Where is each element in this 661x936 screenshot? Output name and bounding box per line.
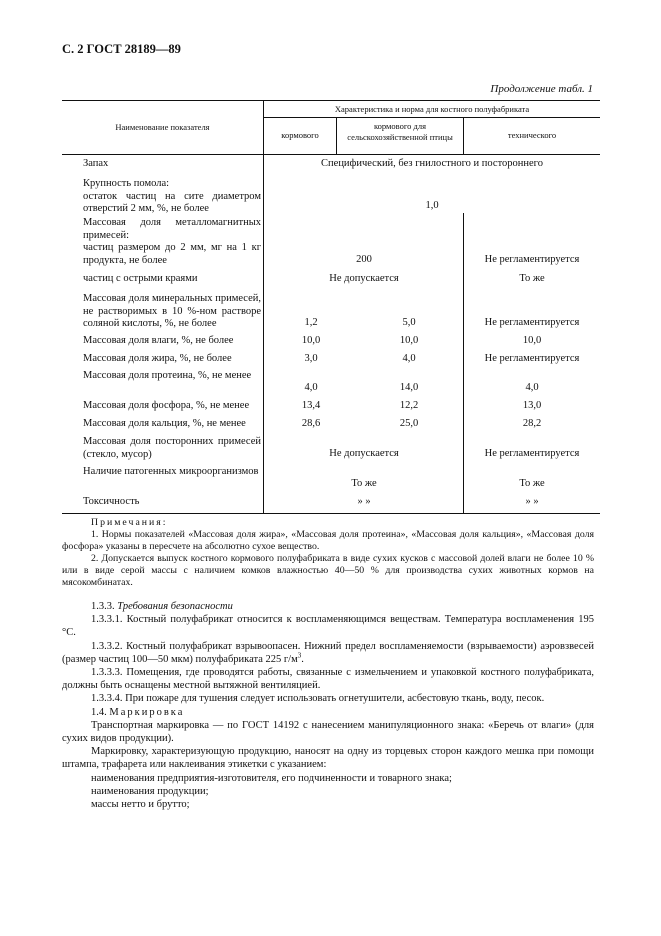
row-value-metal: 200	[356, 254, 372, 265]
row-v1-moisture: 10,0	[301, 335, 321, 346]
sub-header-poultry: кормового для сельскохозяйственной птицы	[347, 121, 453, 142]
row-name-protein: Массовая доля протеина, %, не менее	[83, 370, 252, 381]
row-value-smell: Специфический, без гнилостного и постороннего	[321, 158, 543, 169]
row-name-foreign: Массовая доля посторонних примесей (стекло, мусор)	[83, 436, 261, 460]
row-v2-calcium: 25,0	[399, 418, 419, 429]
row-name-grind-text: Крупность помола: остаток частиц на сите диаметром отверстий 2 мм, %, не более	[83, 178, 261, 214]
list-item-mass: массы нетто и брутто;	[91, 799, 190, 811]
row-tech-toxicity: » »	[525, 496, 539, 507]
para-1334: 1.3.3.4. При пожаре для тушения следует использовать огнетушители, асбестовую ткань, воду, песок.	[91, 693, 545, 705]
table-continuation-label: Продолжение табл. 1	[490, 83, 593, 95]
section-14-number: 1.4.	[91, 706, 107, 718]
row-v2-protein: 14,0	[399, 382, 419, 393]
row-tech-sharp: То же	[519, 273, 545, 284]
row-v2-fat: 4,0	[402, 353, 416, 364]
row-name-metal-text: Массовая доля металломагнитных примесей: частиц размером до 2 мм, мг на 1 кг продукта, не более	[83, 217, 261, 266]
row-tech-moisture: 10,0	[522, 335, 542, 346]
list-item-product-name: наименования продукции;	[91, 785, 209, 797]
row-name-phosphorus: Массовая доля фосфора, %, не менее	[83, 400, 250, 411]
table-col-divider	[263, 100, 264, 513]
row-tech-phosphorus: 13,0	[522, 400, 542, 411]
table-header-rule	[62, 154, 600, 155]
row-name-fat: Массовая доля жира, %, не более	[83, 353, 232, 364]
row-v2-phosphorus: 12,2	[399, 400, 419, 411]
page-header: С. 2 ГОСТ 28189—89	[62, 42, 181, 56]
row-tech-calcium: 28,2	[522, 418, 542, 429]
para-1331: 1.3.3.1. Костный полуфабрикат относится к воспламеняющимся веществам. Температура воспламенения 195 °С.	[62, 614, 594, 639]
row-tech-pathogens: То же	[519, 478, 545, 489]
row-tech-foreign: Не регламентируется	[484, 448, 580, 459]
row-tech-mineral: Не регламентируется	[484, 317, 580, 328]
notes-title: Примечания:	[91, 517, 168, 528]
sub-header-technical: технического	[507, 130, 557, 140]
row-name-metal	[83, 217, 261, 267]
table-group-rule	[263, 117, 600, 118]
para-1333: 1.3.3.3. Помещения, где проводятся работы, связанные с измельчением и упаковкой костного полуфабриката, должны быть оснащены местной вытяжной вентиляцией.	[62, 667, 594, 692]
row-v1-calcium: 28,6	[301, 418, 321, 429]
row-name-sharp: частиц с острыми краями	[83, 273, 198, 284]
row-tech-protein: 4,0	[525, 382, 539, 393]
row-name-toxicity: Токсичность	[83, 496, 140, 507]
body-text	[62, 600, 594, 811]
row-name-smell: Запах	[83, 158, 109, 169]
para-1332-sup: 3	[297, 651, 302, 660]
para-1332-text: 1.3.3.2. Костный полуфабрикат взрывоопасен. Нижний предел воспламеняемости (взрываемости) аэровзвесей (размер частиц 100—50 мкм) полуфабриката 225 г/м	[62, 640, 594, 665]
row-name-calcium: Массовая доля кальция, %, не менее	[83, 418, 246, 429]
note-1: 1. Нормы показателей «Массовая доля жира», «Массовая доля протеина», «Массовая доля кальция», «Массовая доля фосфора» указаны в пересчете на абсолютно сухое вещество.	[62, 529, 594, 552]
row-v1-fat: 3,0	[304, 353, 318, 364]
table-top-rule	[62, 100, 600, 101]
row-v2-moisture: 10,0	[399, 335, 419, 346]
list-item-manufacturer: наименования предприятия-изготовителя, его подчиненности и товарного знака;	[91, 772, 452, 784]
row-value-pathogens: То же	[351, 478, 377, 489]
row-v1-protein: 4,0	[304, 382, 318, 393]
row-name-mineral: Массовая доля минеральных примесей, не растворимых в 10 %-ном растворе соляной кислоты, %, не более	[83, 293, 261, 329]
row-name-moisture: Массовая доля влаги, %, не более	[83, 335, 234, 346]
section-1333-title: Требования безопасности	[117, 601, 233, 612]
row-value-toxicity: » »	[357, 496, 371, 507]
para-1332-end: .	[301, 653, 304, 665]
notes-block	[62, 517, 594, 589]
row-tech-metal: Не регламентируется	[484, 254, 580, 265]
row-tech-fat: Не регламентируется	[484, 353, 580, 364]
sub-header-feed: кормового	[281, 130, 319, 140]
para-product-marking: Маркировку, характеризующую продукцию, наносят на одну из торцевых сторон каждого мешка при помощи штампа, трафарета или наклеивания этикетки с указанием:	[62, 746, 594, 771]
row-v2-mineral: 5,0	[402, 317, 416, 328]
row-v1-phosphorus: 13,4	[301, 400, 321, 411]
row-value-grind: 1,0	[425, 200, 439, 211]
table-bottom-rule	[62, 513, 600, 514]
para-transport-marking: Транспортная маркировка — по ГОСТ 14192 с нанесением манипуляционного знака: «Беречь от влаги» (для сухих видов продукции).	[62, 719, 594, 745]
col-name-header: Наименование показателя	[115, 122, 210, 132]
section-14-title: Маркировка	[109, 706, 185, 718]
row-value-foreign: Не допускается	[329, 448, 399, 459]
group-header: Характеристика и норма для костного полуфабриката	[334, 104, 530, 114]
row-v1-mineral: 1,2	[304, 317, 318, 328]
row-name-pathogens: Наличие патогенных микроорганизмов	[83, 466, 259, 477]
row-name-grind	[83, 178, 261, 216]
note-2: 2. Допускается выпуск костного кормового полуфабриката в виде сухих кусков с массовой долей влаги не более 10 % или в виде серой массы с наличием комков влажностью 40—50 % для производства сухих животных кормов на мясокомбинатах.	[62, 553, 594, 588]
para-1332	[62, 640, 594, 666]
section-1333-heading	[62, 600, 594, 613]
row-value-sharp: Не допускается	[329, 273, 399, 284]
section-1333-number: 1.3.3.	[91, 601, 115, 612]
section-14-heading	[62, 706, 594, 719]
